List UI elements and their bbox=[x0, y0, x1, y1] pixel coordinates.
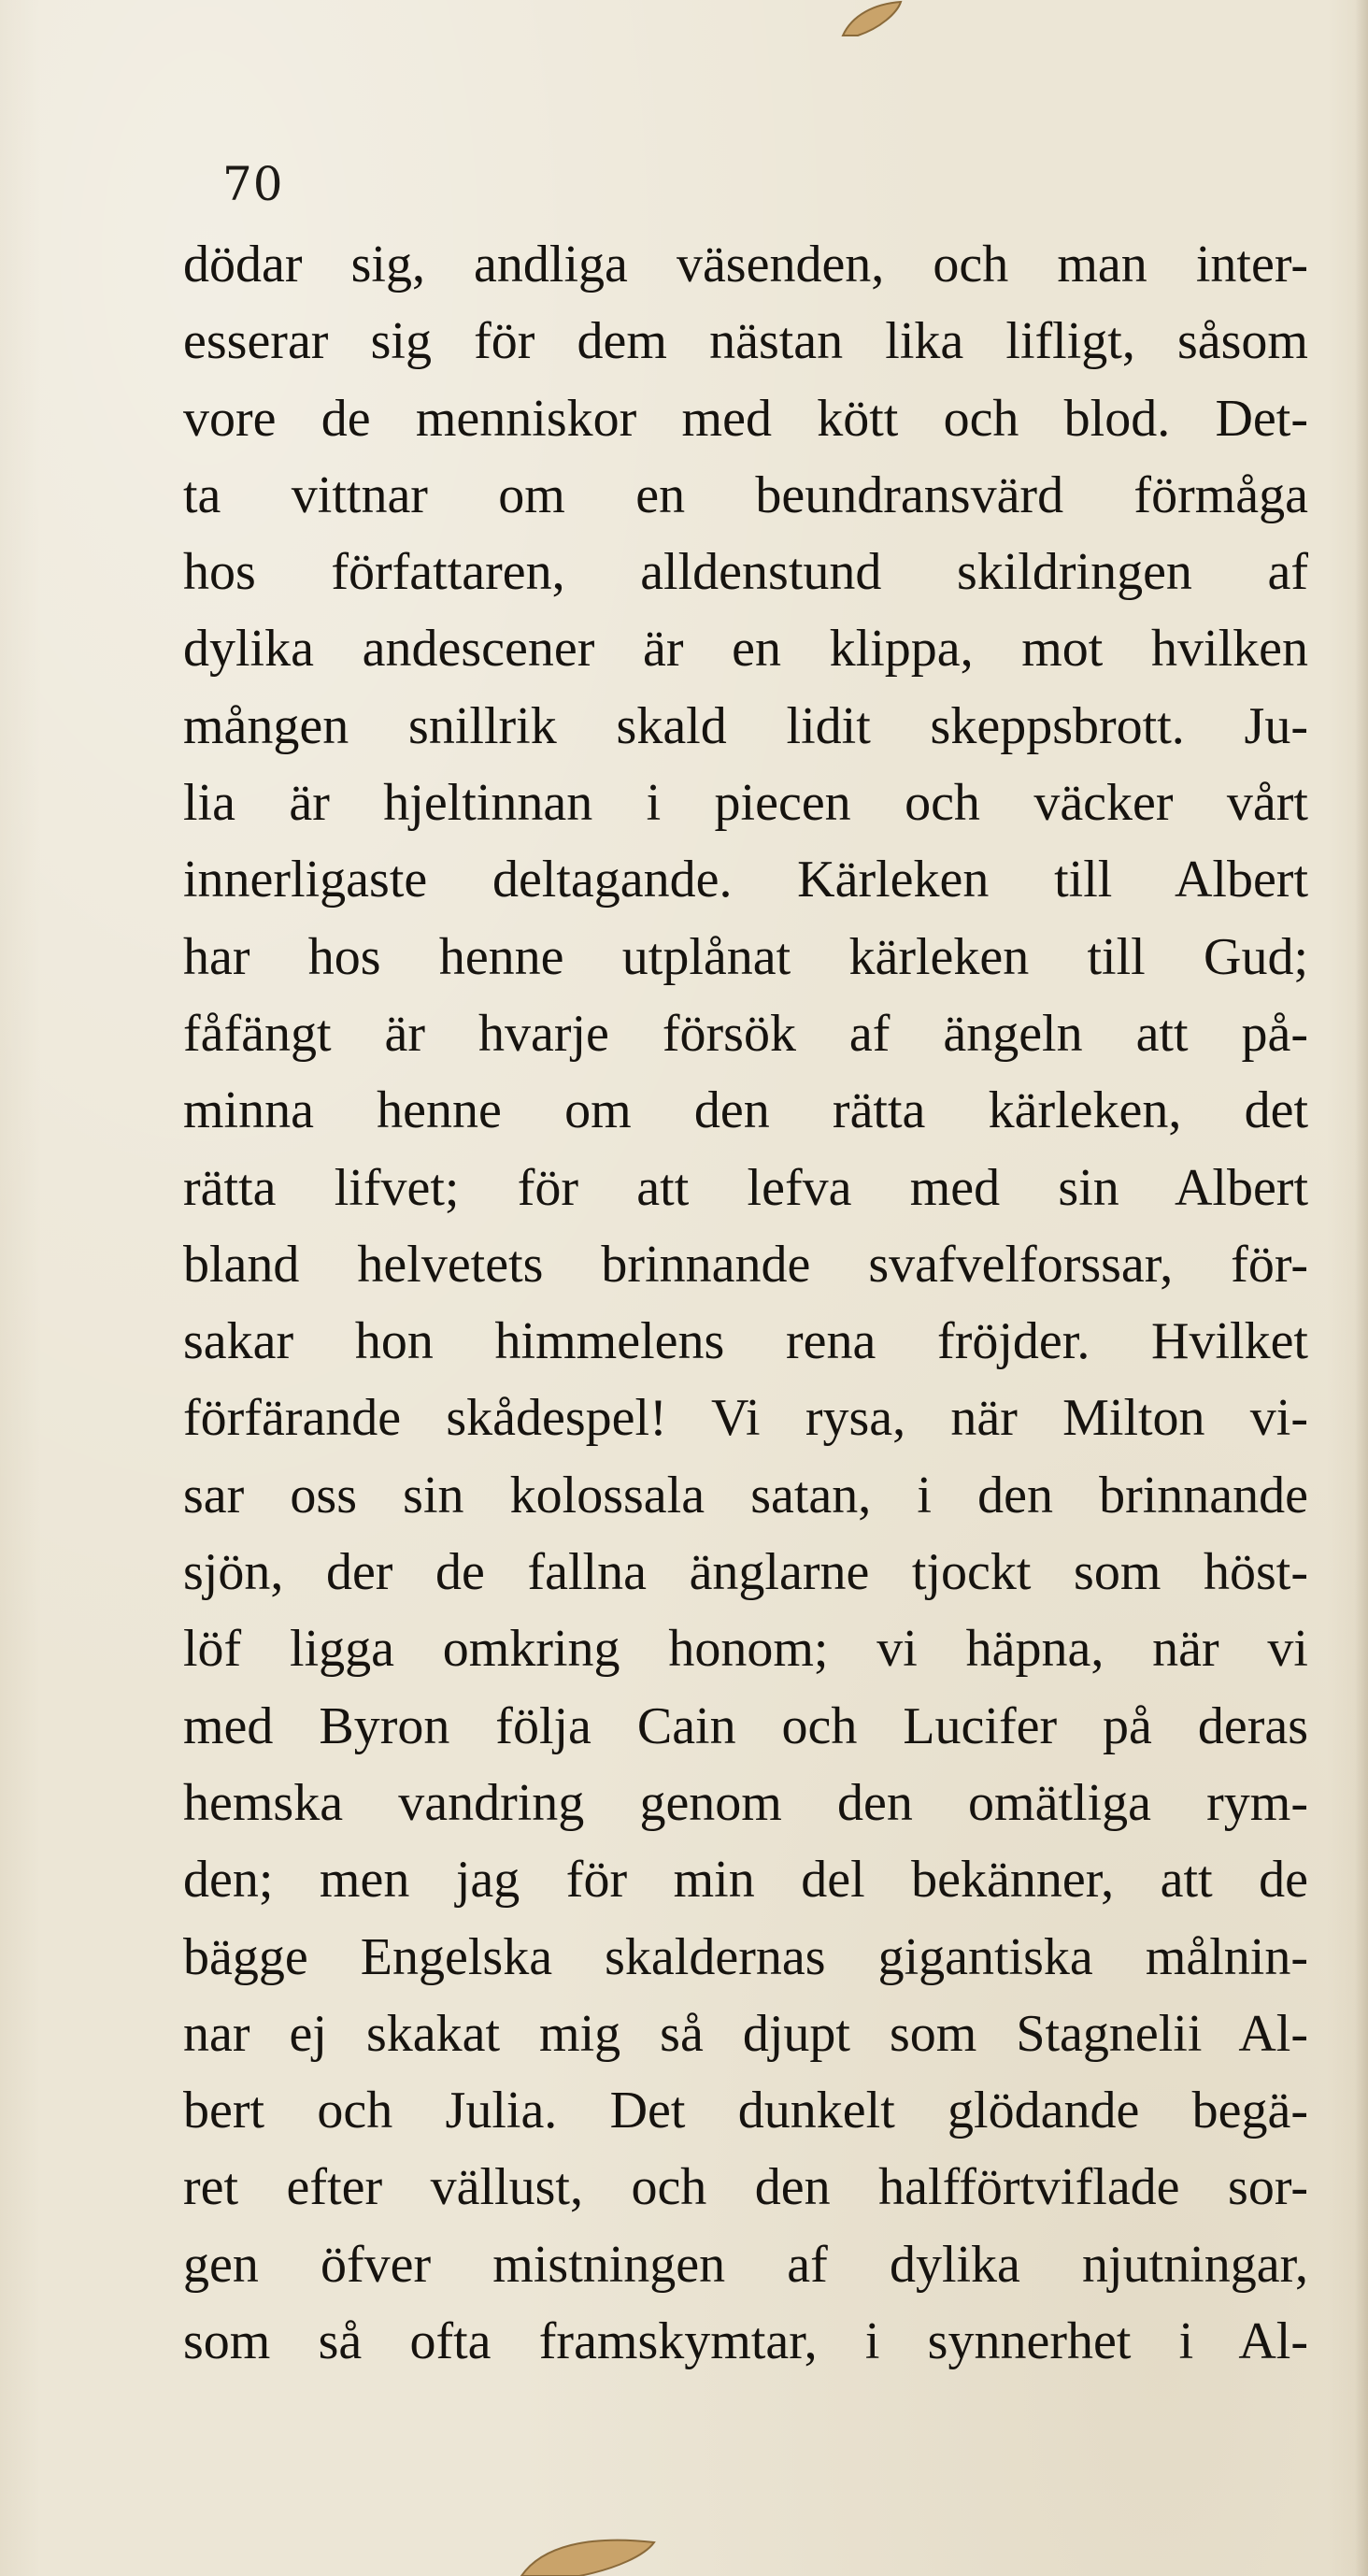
text-line: bägge Engelska skaldernas gigantiska målnin- bbox=[183, 1927, 1308, 1986]
text-line: sar oss sin kolossala satan, i den brinnande bbox=[183, 1466, 1308, 1524]
text-line: har hos henne utplånat kärleken till Gud; bbox=[183, 927, 1308, 986]
text-line: med Byron följa Cain och Lucifer på deras bbox=[183, 1696, 1308, 1755]
page-number: 70 bbox=[222, 157, 284, 211]
paper-clip-top bbox=[839, 0, 906, 37]
text-line: nar ej skakat mig så djupt som Stagnelii Al- bbox=[183, 2004, 1308, 2063]
text-line: mången snillrik skald lidit skeppsbrott. Ju- bbox=[183, 696, 1308, 755]
text-line: den; men jag för min del bekänner, att de bbox=[183, 1851, 1308, 1910]
text-line: vore de menniskor med kött och blod. Det- bbox=[183, 389, 1308, 448]
text-line: bert och Julia. Det dunkelt glödande begä- bbox=[183, 2082, 1308, 2140]
page-edge-shadow bbox=[1355, 0, 1368, 2576]
text-line: ret efter vällust, och den halfförtviflade sor- bbox=[183, 2158, 1308, 2217]
text-line: rätta lifvet; för att lefva med sin Albert bbox=[183, 1158, 1308, 1217]
text-line: fåfängt är hvarje försök af ängeln att på- bbox=[183, 1004, 1308, 1063]
text-line: hos författaren, alldenstund skildringen af bbox=[183, 543, 1308, 602]
body-text bbox=[183, 226, 1308, 2380]
text-line: som så ofta framskymtar, i synnerhet i Al- bbox=[183, 2312, 1308, 2371]
text-line: minna henne om den rätta kärleken, det bbox=[183, 1081, 1308, 1140]
text-line: lia är hjeltinnan i piecen och väcker vårt bbox=[183, 774, 1308, 833]
text-line: innerligaste deltagande. Kärleken till Albert bbox=[183, 851, 1308, 909]
text-line: dylika andescener är en klippa, mot hvilken bbox=[183, 620, 1308, 679]
text-line: förfärande skådespel! Vi rysa, när Milton vi- bbox=[183, 1389, 1308, 1448]
paper-clip-bottom bbox=[514, 2514, 663, 2576]
text-line: sjön, der de fallna änglarne tjockt som höst- bbox=[183, 1543, 1308, 1602]
text-line: sakar hon himmelens rena fröjder. Hvilket bbox=[183, 1312, 1308, 1371]
text-line: esserar sig för dem nästan lika lifligt, såsom bbox=[183, 312, 1308, 371]
text-line: löf ligga omkring honom; vi häpna, när vi bbox=[183, 1620, 1308, 1679]
text-line: bland helvetets brinnande svafvelforssar, för- bbox=[183, 1235, 1308, 1294]
text-line: ta vittnar om en beundransvärd förmåga bbox=[183, 465, 1308, 524]
text-line: gen öfver mistningen af dylika njutningar, bbox=[183, 2235, 1308, 2294]
text-line: hemska vandring genom den omätliga rym- bbox=[183, 1773, 1308, 1832]
text-line: dödar sig, andliga väsenden, och man inter- bbox=[183, 236, 1308, 293]
